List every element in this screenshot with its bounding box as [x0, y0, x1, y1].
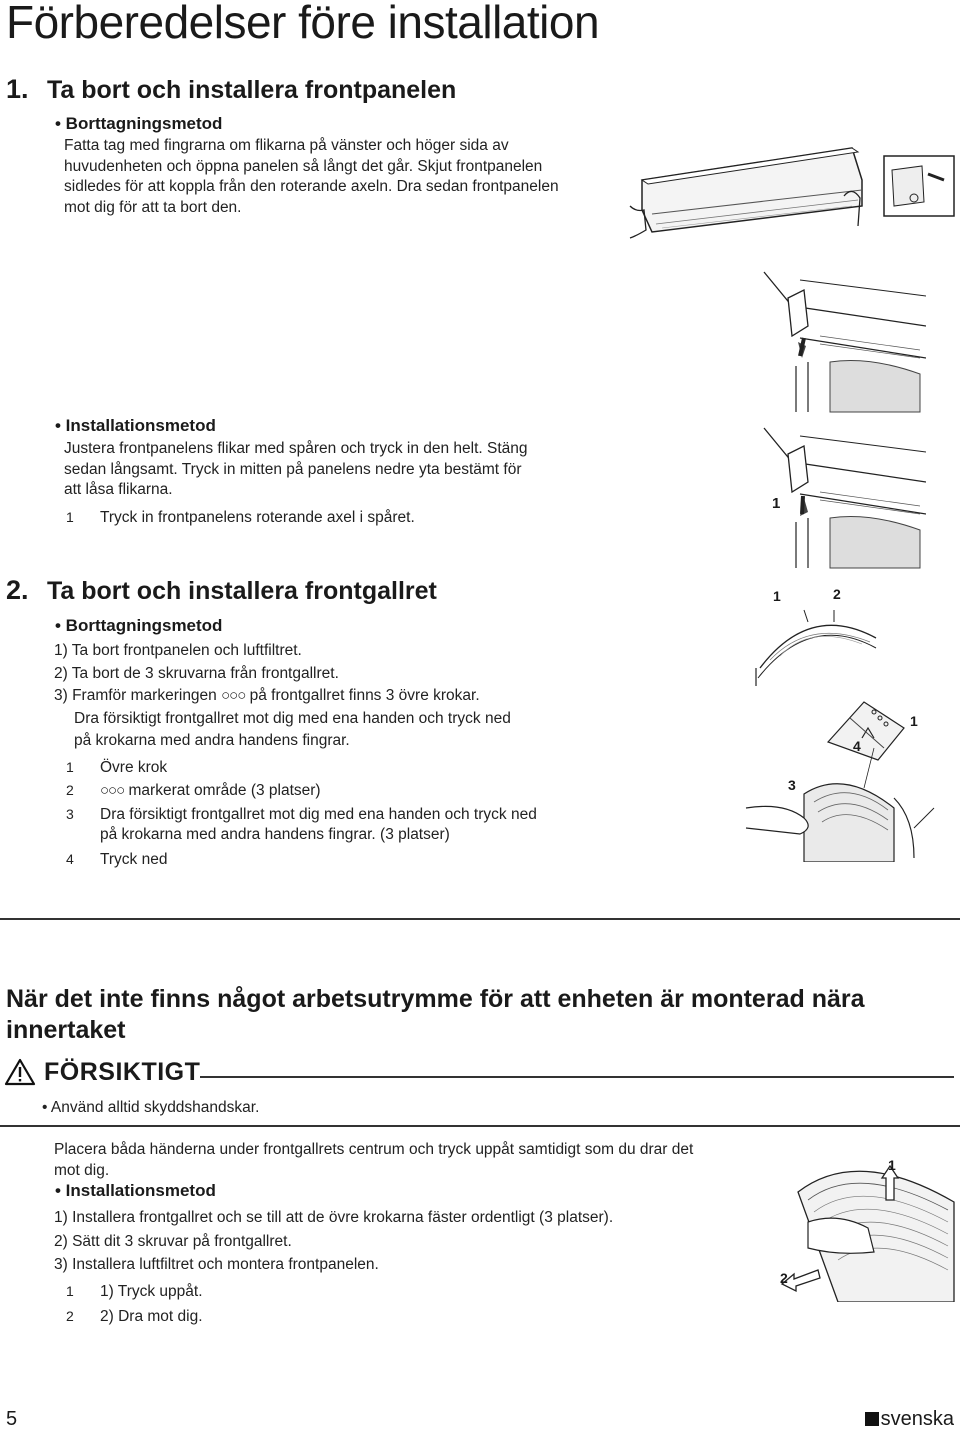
- ceiling-mount-heading: När det inte finns något arbetsutrymme för att enheten är monterad nära innertaket: [6, 985, 865, 1044]
- step-line: på krokarna med andra handens fingrar.: [74, 732, 350, 749]
- step-line: 2) Ta bort de 3 skruvarna från frontgallret.: [54, 664, 339, 682]
- legend-number: 1: [66, 759, 74, 775]
- caution-item: • Använd alltid skyddshandskar.: [42, 1099, 260, 1116]
- circle-mark: ○○○: [221, 687, 246, 704]
- step-line: 1) Installera frontgallret och se till att de övre krokarna fäster ordentligt (3 platser).: [54, 1209, 614, 1226]
- caution-label: FÖRSIKTIGT: [44, 1058, 201, 1086]
- legend-text: Dra försiktigt frontgallret mot dig med ena handen och tryck ned: [100, 806, 537, 823]
- legend-item: [54, 507, 415, 528]
- text-line: Fatta tag med fingrarna om flikarna på vänster och höger sida av: [64, 137, 509, 154]
- section-1-heading: [6, 74, 456, 105]
- legend-number: 3: [66, 806, 74, 822]
- circle-mark: ○○○: [100, 782, 125, 799]
- figure-label: 2: [833, 586, 841, 602]
- text-line: att låsa flikarna.: [64, 481, 173, 498]
- figure-label: 1: [888, 1157, 896, 1173]
- text-line: mot dig för att ta bort den.: [64, 198, 242, 216]
- page-title: Förberedelser före installation: [6, 0, 600, 48]
- legend-number: 2: [66, 1308, 74, 1324]
- removal-method-heading: • Borttagningsmetod: [55, 114, 223, 133]
- text-line: mot dig.: [54, 1161, 110, 1179]
- text-line: Justera frontpanelens flikar med spåren och tryck in den helt. Stäng: [64, 440, 528, 457]
- legend-item: [54, 1306, 203, 1327]
- text-line: Placera båda händerna under frontgallrets centrum och tryck uppåt samtidigt som du drar det: [54, 1141, 694, 1158]
- front-grille-top-illustration: [750, 598, 880, 688]
- ac-unit-illustration: [622, 140, 958, 244]
- section-2-heading: [6, 575, 437, 606]
- section-number: 1.: [6, 74, 29, 104]
- legend-number: 2: [66, 782, 74, 798]
- step-line: 2) Sätt dit 3 skruvar på frontgallret.: [54, 1232, 292, 1250]
- section-number: 2.: [6, 575, 29, 605]
- section-title: Ta bort och installera frontgallret: [46, 577, 437, 605]
- figure-label: 2: [780, 1270, 788, 1286]
- section-3-legend: [54, 1281, 203, 1327]
- figure-label: 1: [773, 588, 781, 604]
- figure-label: 1: [772, 495, 781, 512]
- legend-text: Tryck in frontpanelens roterande axel i spåret.: [100, 509, 415, 526]
- legend-item: [54, 1281, 203, 1306]
- step-text: 3) Framför markeringen: [54, 687, 217, 704]
- grille-install-illustration: [778, 1152, 956, 1302]
- step-line: [54, 685, 614, 708]
- legend-text: markerat område (3 platser): [128, 782, 321, 799]
- section-divider: [0, 918, 960, 920]
- legend-item: [54, 825, 654, 849]
- legend-text: 2) Dra mot dig.: [100, 1308, 203, 1325]
- legend-item: [54, 757, 654, 780]
- step-line: 1) Ta bort frontpanelen och luftfiltret.: [54, 642, 302, 659]
- install-method-heading: • Installationsmetod: [55, 1181, 216, 1200]
- legend-text: Övre krok: [100, 759, 168, 776]
- text-line: sedan långsamt. Tryck in mitten på panelens nedre yta bestämt för: [64, 460, 522, 478]
- removal-method-text: [64, 136, 624, 218]
- page-number: 5: [6, 1408, 18, 1430]
- step-line: 3) Installera luftfiltret och montera frontpanelen.: [54, 1256, 379, 1273]
- removal-steps: [54, 640, 614, 753]
- legend-item: [54, 780, 654, 804]
- legend-number: 1: [66, 509, 74, 525]
- warning-icon: [4, 1058, 36, 1086]
- step-line: Dra försiktigt frontgallret mot dig med ena handen och tryck ned: [74, 709, 511, 727]
- legend-number: 1: [66, 1283, 74, 1299]
- language-label: svenska: [880, 1408, 954, 1430]
- legend-item: [54, 849, 654, 870]
- text-line: sidledes för att koppla från den roterande axeln. Dra sedan frontpanelen: [64, 178, 559, 195]
- text-line: huvudenheten och öppna panelen så långt det går. Skjut frontpanelen: [64, 157, 543, 175]
- section-2-legend: [54, 757, 654, 870]
- figure-label: 3: [788, 777, 796, 793]
- caution-banner: [4, 1058, 954, 1088]
- figure-label: 4: [853, 738, 861, 754]
- panel-hinge-install-illustration: [760, 422, 926, 570]
- language-marker: [865, 1408, 954, 1431]
- caution-divider: [0, 1125, 960, 1127]
- install-steps: [54, 1206, 734, 1277]
- section-title: Ta bort och installera frontpanelen: [46, 76, 457, 104]
- legend-text: på krokarna med andra handens fingrar. (3 platser): [100, 826, 450, 843]
- step-text: på frontgallret finns 3 övre krokar.: [249, 687, 480, 704]
- legend-item: [54, 804, 654, 825]
- square-bullet-icon: [865, 1412, 879, 1426]
- legend-text: Tryck ned: [100, 851, 168, 868]
- removal-method-heading: • Borttagningsmetod: [55, 616, 223, 635]
- legend-text: 1) Tryck uppåt.: [100, 1283, 203, 1300]
- ceiling-intro-text: [54, 1140, 754, 1181]
- legend-number: 4: [66, 851, 74, 867]
- panel-hinge-illustration: [760, 266, 926, 414]
- figure-label: 1: [910, 713, 918, 729]
- grille-removal-illustration: [744, 698, 956, 862]
- install-method-text: [64, 439, 624, 501]
- install-method-heading: • Installationsmetod: [55, 416, 216, 435]
- caution-rule: [200, 1076, 954, 1078]
